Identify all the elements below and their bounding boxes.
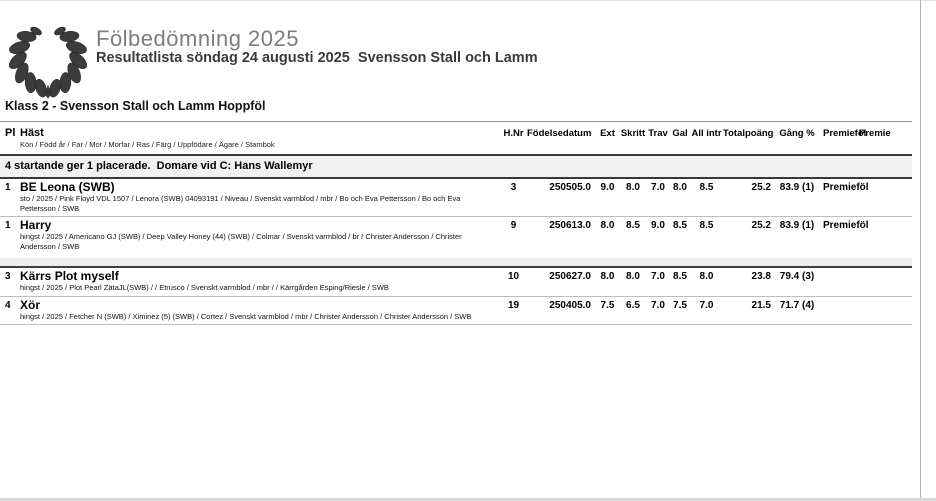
cell-premiefol: Premieföl [823,220,869,231]
cell-hnr: 19 [507,299,520,311]
cell-gang-pct: 79.4 (3) [779,271,815,282]
cell-skritt: 6.5 [626,299,640,311]
col-header-trav: Trav [648,128,668,139]
class-summary-band: 4 startande ger 1 placerade. Domare vid C: Hans Wallemyr [0,154,912,179]
col-header-hast: Häst Kön / Född år / Far / Mor / Morfar / Ras / Färg / Uppfödare / Ägare / Stambok [20,127,500,150]
cell-pl: 1 [5,182,11,193]
cell-gang-pct: 71.7 (4) [779,299,815,311]
col-header-premie: Premie [859,128,891,139]
cell-totalpoang: 23.8 [751,271,771,282]
cell-skritt: 8.5 [626,220,640,231]
cell-hnr: 3 [510,182,517,193]
cell-pl: 3 [5,271,11,282]
cell-skritt: 8.0 [626,182,640,193]
cell-totalpoang: 25.2 [751,182,771,193]
cell-gal: 8.5 [673,271,687,282]
cell-gal: 8.0 [673,182,687,193]
cell-all-intr: 8.0 [699,271,714,282]
cell-all-intr: 8.5 [699,182,714,193]
cell-pl: 1 [5,220,11,231]
cell-ext: 8.0 [600,220,615,231]
table-row [0,297,912,325]
cell-ext: 8.0 [600,271,615,282]
cell-skritt: 8.0 [626,271,640,282]
table-row [0,179,912,216]
horse-name: Xör [20,297,41,312]
cell-trav: 7.0 [651,299,665,311]
cell-ext: 7.5 [600,299,615,311]
col-header-pl: Pl [5,127,16,139]
placed-group-divider [0,258,912,268]
col-header-gang-pct: Gång % [779,128,815,139]
page-title: Fölbedömning 2025 [96,26,299,51]
cell-fodelsedatum: 250505.0 [549,182,591,193]
col-header-skritt: Skritt [620,128,646,139]
cell-ext: 9.0 [600,182,615,193]
cell-all-intr: 8.5 [699,220,714,231]
table-header-row [0,122,912,154]
cell-fodelsedatum: 250613.0 [549,220,591,231]
cell-hnr: 9 [510,220,517,231]
cell-pl: 4 [5,299,11,311]
page-subtitle: Resultatlista söndag 24 augusti 2025 Svensson Stall och Lamm [96,50,538,66]
horse-name: BE Leona (SWB) [20,180,115,194]
table-row [0,268,912,296]
horse-details: hingst / 2025 / Plot Pearl ZätaJL(SWB) / / Etrusco / Svenskt varmblod / mbr / / Kärrgården Esping/Riesle / SWB [20,283,389,292]
table-row [0,217,912,254]
cell-gal: 7.5 [673,299,687,311]
cell-gang-pct: 83.9 (1) [779,220,815,231]
cell-fodelsedatum: 250627.0 [549,271,591,282]
laurel-wreath-icon [7,12,89,100]
cell-horse [20,219,500,251]
cell-all-intr: 7.0 [699,299,714,311]
col-header-hnr: H.Nr [503,128,524,139]
page-right-border [920,0,921,501]
horse-details: hingst / 2025 / Fetcher N (SWB) / Ximinez (5) (SWB) / Cortez / Svenskt varmblod / mbr / Christer Andersson / Christer Andersson / SWB [20,311,472,321]
col-header-all-intr: All intr [691,128,722,139]
row-divider [0,324,912,325]
horse-details: hingst / 2025 / Americano GJ (SWB) / Deep Valley Honey (44) (SWB) / Colmar / Svenskt varmblod / br / Christer Andersson / Christer Andersson / SWB [20,232,462,251]
cell-fodelsedatum: 250405.0 [549,299,591,311]
col-header-totalpoang: Totalpoäng [723,128,774,139]
cell-hnr: 10 [507,271,520,282]
col-header-ext: Ext [600,128,615,139]
cell-gang-pct: 83.9 (1) [779,182,815,193]
page-top-border [0,0,936,1]
col-header-gal: Gal [672,128,688,139]
cell-totalpoang: 21.5 [751,299,771,311]
cell-gal: 8.5 [673,220,687,231]
cell-horse [20,299,500,322]
horse-name: Harry [20,218,52,232]
class-heading: Klass 2 - Svensson Stall och Lamm Hoppföl [5,99,266,113]
horse-details: sto / 2025 / Pink Floyd VDL 1507 / Lenora (SWB) 04093191 / Niveau / Svenskt varmblod / mbr / Bo och Eva Pettersson / Bo och Eva Pettersson / SWB [20,194,461,213]
col-header-premiefol: Premieföl [823,128,867,139]
col-header-hast-sub: Kön / Född år / Far / Mor / Morfar / Ras / Färg / Uppfödare / Ägare / Stambok [20,140,275,149]
cell-trav: 7.0 [651,271,665,282]
cell-totalpoang: 25.2 [751,220,771,231]
cell-horse [20,181,500,213]
col-header-fodelsedatum: Födelsedatum [527,128,592,139]
cell-trav: 7.0 [651,182,665,193]
results-table [0,121,912,325]
cell-trav: 9.0 [651,220,665,231]
cell-premiefol: Premieföl [823,182,869,193]
cell-horse [20,270,500,293]
horse-name: Kärrs Plot myself [20,269,119,283]
